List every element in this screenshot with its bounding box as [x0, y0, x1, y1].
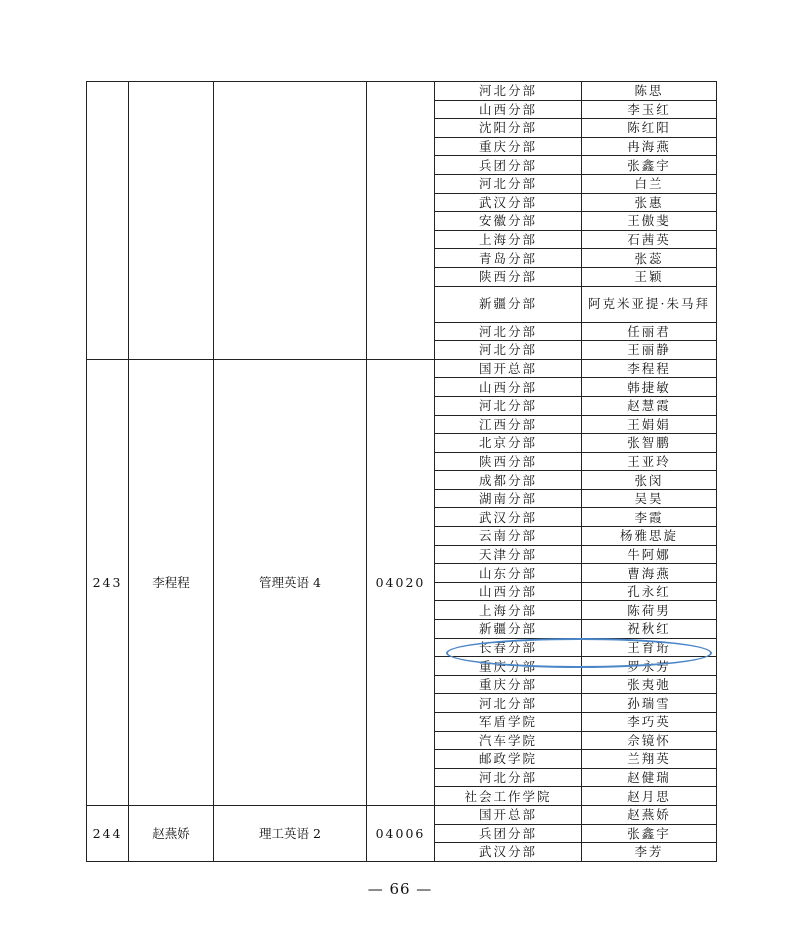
name-cell: 李程程	[129, 359, 214, 805]
person-cell: 杨雅思旋	[582, 527, 717, 546]
branch-cell: 国开总部	[435, 359, 582, 378]
branch-cell: 北京分部	[435, 434, 582, 453]
person-cell: 赵健瑞	[582, 768, 717, 787]
branch-cell: 兵团分部	[435, 156, 582, 175]
person-cell: 张闵	[582, 471, 717, 490]
person-cell: 王颖	[582, 267, 717, 286]
table-row	[87, 359, 717, 378]
branch-cell: 汽车学院	[435, 731, 582, 750]
person-cell: 赵月思	[582, 787, 717, 806]
branch-cell: 国开总部	[435, 805, 582, 824]
person-cell: 冉海燕	[582, 137, 717, 156]
person-cell: 韩捷敏	[582, 378, 717, 397]
person-cell: 任丽君	[582, 322, 717, 341]
branch-cell: 山西分部	[435, 582, 582, 601]
person-cell: 曹海燕	[582, 564, 717, 583]
row-number-cell: 244	[87, 805, 129, 861]
branch-cell: 天津分部	[435, 545, 582, 564]
course-code-cell: 04020	[367, 359, 435, 805]
person-cell: 李芳	[582, 843, 717, 862]
person-cell: 张鑫宇	[582, 156, 717, 175]
assignment-table	[86, 81, 717, 862]
course-cell	[214, 82, 367, 360]
person-cell: 佘镜怀	[582, 731, 717, 750]
name-cell	[129, 82, 214, 360]
branch-cell: 兵团分部	[435, 824, 582, 843]
course-code-cell	[367, 82, 435, 360]
person-cell: 王丽静	[582, 341, 717, 360]
branch-cell: 长春分部	[435, 638, 582, 657]
person-cell: 张夷弛	[582, 675, 717, 694]
branch-cell: 云南分部	[435, 527, 582, 546]
branch-cell: 重庆分部	[435, 137, 582, 156]
branch-cell: 江西分部	[435, 415, 582, 434]
branch-cell: 青岛分部	[435, 249, 582, 268]
branch-cell: 成都分部	[435, 471, 582, 490]
person-cell: 张蕊	[582, 249, 717, 268]
branch-cell: 陕西分部	[435, 452, 582, 471]
branch-cell: 社会工作学院	[435, 787, 582, 806]
branch-cell: 陕西分部	[435, 267, 582, 286]
person-cell: 李巧英	[582, 713, 717, 732]
branch-cell: 上海分部	[435, 230, 582, 249]
person-cell: 阿克米亚提·朱马拜	[582, 286, 717, 322]
person-cell: 王亚玲	[582, 452, 717, 471]
branch-cell: 沈阳分部	[435, 119, 582, 138]
row-number-cell	[87, 82, 129, 360]
branch-cell: 河北分部	[435, 174, 582, 193]
branch-cell: 河北分部	[435, 396, 582, 415]
person-cell: 李程程	[582, 359, 717, 378]
table-row	[87, 82, 717, 101]
branch-cell: 河北分部	[435, 694, 582, 713]
page-number: — 66 —	[367, 880, 433, 898]
branch-cell: 山西分部	[435, 100, 582, 119]
person-cell: 赵燕娇	[582, 805, 717, 824]
table-row	[87, 805, 717, 824]
branch-cell: 河北分部	[435, 322, 582, 341]
person-cell: 张惠	[582, 193, 717, 212]
person-cell: 兰翔英	[582, 750, 717, 769]
person-cell: 王育珩	[582, 638, 717, 657]
person-cell: 陈红阳	[582, 119, 717, 138]
branch-cell: 湖南分部	[435, 489, 582, 508]
person-cell: 陈荷男	[582, 601, 717, 620]
branch-cell: 河北分部	[435, 768, 582, 787]
branch-cell: 武汉分部	[435, 843, 582, 862]
person-cell: 孙瑞雪	[582, 694, 717, 713]
person-cell: 张鑫宇	[582, 824, 717, 843]
person-cell: 白兰	[582, 174, 717, 193]
person-cell: 王傲斐	[582, 212, 717, 231]
course-code-cell: 04006	[367, 805, 435, 861]
person-cell: 吴昊	[582, 489, 717, 508]
branch-cell: 河北分部	[435, 82, 582, 101]
branch-cell: 安徽分部	[435, 212, 582, 231]
table-body	[87, 82, 717, 862]
course-cell: 理工英语 2	[214, 805, 367, 861]
person-cell: 石茜英	[582, 230, 717, 249]
branch-cell: 新疆分部	[435, 286, 582, 322]
branch-cell: 新疆分部	[435, 620, 582, 639]
branch-cell: 山东分部	[435, 564, 582, 583]
person-cell: 祝秋红	[582, 620, 717, 639]
person-cell: 赵慧霞	[582, 396, 717, 415]
branch-cell: 军盾学院	[435, 713, 582, 732]
branch-cell: 上海分部	[435, 601, 582, 620]
branch-cell: 山西分部	[435, 378, 582, 397]
branch-cell: 武汉分部	[435, 193, 582, 212]
branch-cell: 武汉分部	[435, 508, 582, 527]
person-cell: 陈思	[582, 82, 717, 101]
person-cell: 牛阿娜	[582, 545, 717, 564]
branch-cell: 重庆分部	[435, 657, 582, 676]
person-cell: 张智鹏	[582, 434, 717, 453]
course-cell: 管理英语 4	[214, 359, 367, 805]
person-cell: 罗永芳	[582, 657, 717, 676]
person-cell: 李霞	[582, 508, 717, 527]
name-cell: 赵燕娇	[129, 805, 214, 861]
branch-cell: 邮政学院	[435, 750, 582, 769]
person-cell: 李玉红	[582, 100, 717, 119]
person-cell: 孔永红	[582, 582, 717, 601]
person-cell: 王娟娟	[582, 415, 717, 434]
branch-cell: 河北分部	[435, 341, 582, 360]
branch-cell: 重庆分部	[435, 675, 582, 694]
row-number-cell: 243	[87, 359, 129, 805]
